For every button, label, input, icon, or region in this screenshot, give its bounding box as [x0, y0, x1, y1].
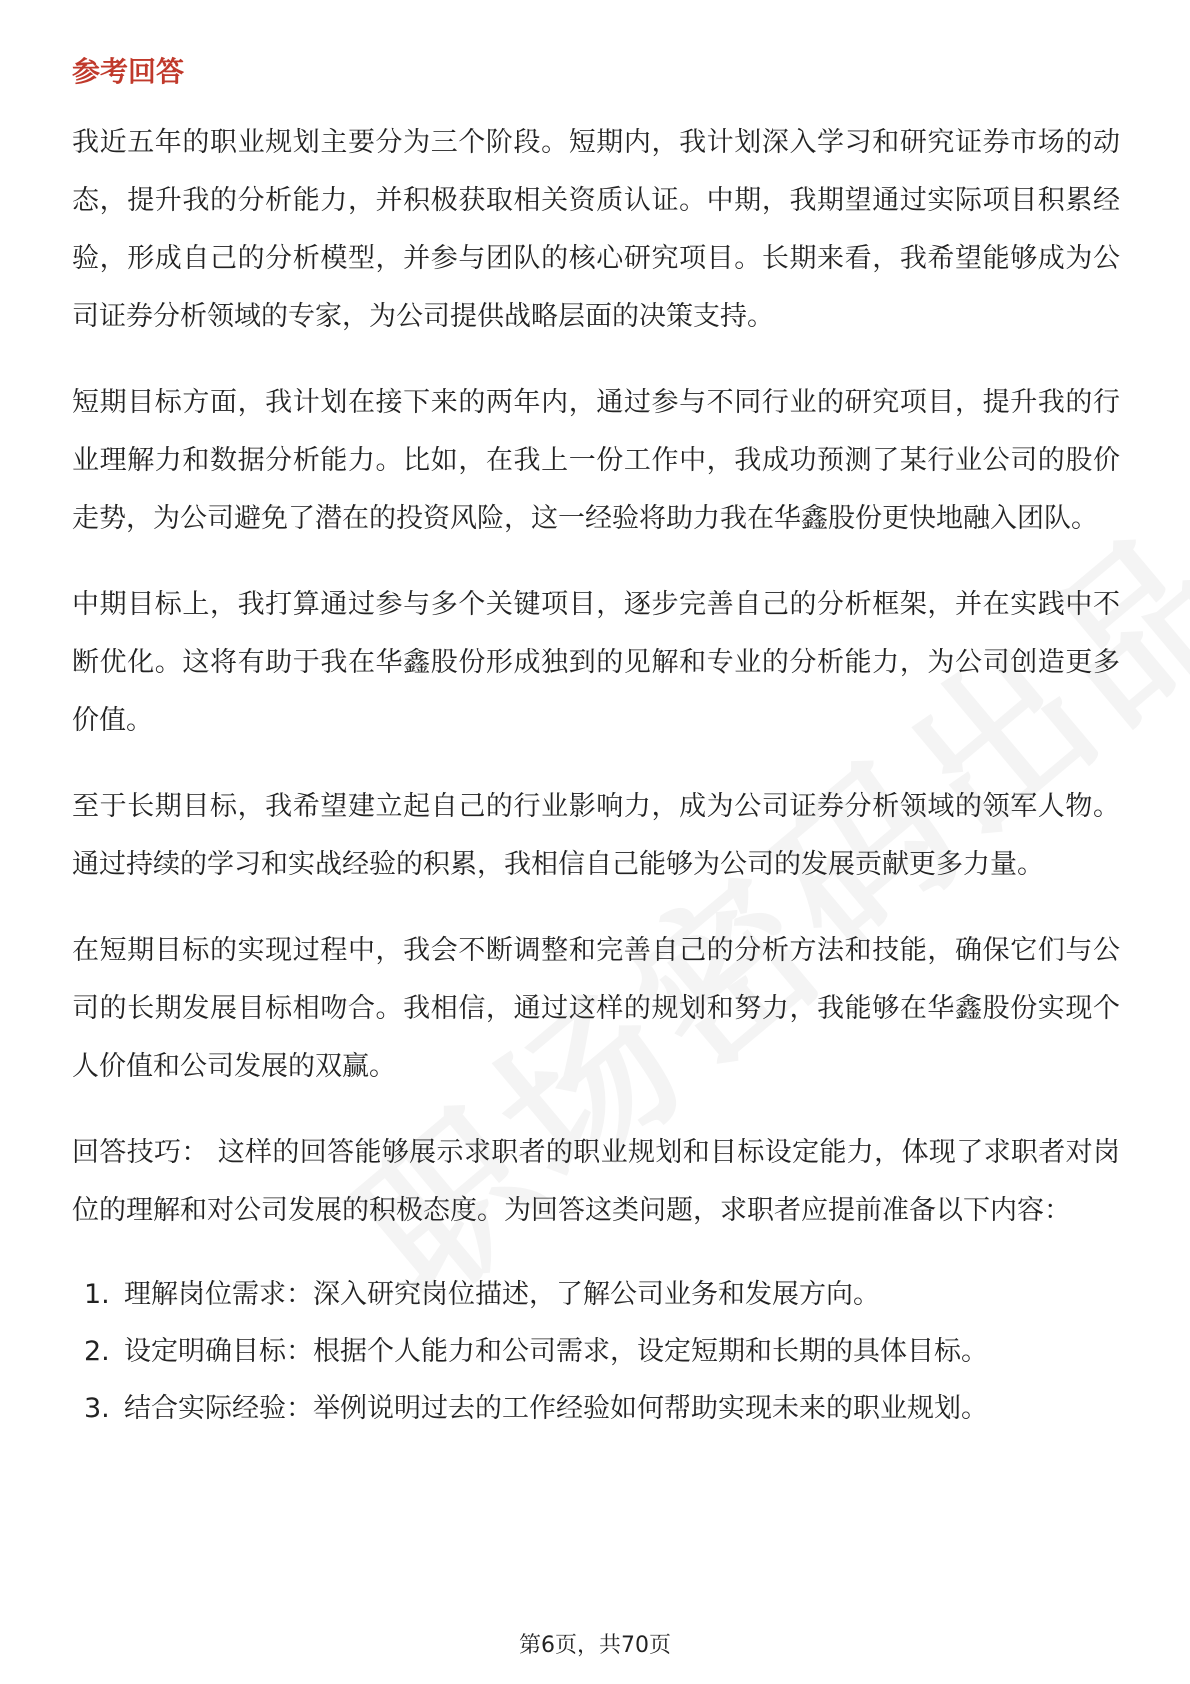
answer-tips: 回答技巧： 这样的回答能够展示求职者的职业规划和目标设定能力，体现了求职者对岗位的理解和对公司发展的积极态度。为回答这类问题，求职者应提前准备以下内容： [72, 1137, 1120, 1226]
paragraph-3: 中期目标上，我打算通过参与多个关键项目，逐步完善自己的分析框架，并在实践中不断优化。这将有助于我在华鑫股份形成独到的见解和专业的分析能力，为公司创造更多价值。 [72, 589, 1120, 736]
paragraph-1: 我近五年的职业规划主要分为三个阶段。短期内，我计划深入学习和研究证券市场的动态，提升我的分析能力，并积极获取相关资质认证。中期，我期望通过实际项目积累经验，形成自己的分析模型，并参与团队的核心研究项目。长期来看，我希望能够成为公司证券分析领域的专家，为公司提供战略层面的决策支持。 [72, 127, 1120, 332]
paragraph-4: 至于长期目标，我希望建立起自己的行业影响力，成为公司证券分析领域的领军人物。通过持续的学习和实战经验的积累，我相信自己能够为公司的发展贡献更多力量。 [72, 791, 1120, 880]
page-footer: 第6页，共70页 [519, 1633, 671, 1658]
paragraph-5: 在短期目标的实现过程中，我会不断调整和完善自己的分析方法和技能，确保它们与公司的长期发展目标相吻合。我相信，通过这样的规划和努力，我能够在华鑫股份实现个人价值和公司发展的双赢。 [72, 935, 1120, 1082]
paragraph-2: 短期目标方面，我计划在接下来的两年内，通过参与不同行业的研究项目，提升我的行业理解力和数据分析能力。比如，在我上一份工作中，我成功预测了某行业公司的股价走势，为公司避免了潜在的投资风险，这一经验将助力我在华鑫股份更快地融入团队。 [72, 387, 1120, 534]
list-item [72, 1266, 1120, 1323]
list-number: 2. [84, 1336, 110, 1367]
section-title: 参考回答 [72, 55, 185, 88]
list-number: 3. [84, 1393, 110, 1424]
list-text: 设定明确目标：根据个人能力和公司需求，设定短期和长期的具体目标。 [124, 1336, 988, 1367]
list-item [72, 1380, 1120, 1437]
list-text: 结合实际经验：举例说明过去的工作经验如何帮助实现未来的职业规划。 [124, 1393, 988, 1424]
tips-list [72, 1266, 1120, 1437]
list-number: 1. [84, 1279, 110, 1310]
list-item [72, 1323, 1120, 1380]
document-content [72, 48, 1120, 1437]
list-text: 理解岗位需求：深入研究岗位描述，了解公司业务和发展方向。 [124, 1279, 880, 1310]
